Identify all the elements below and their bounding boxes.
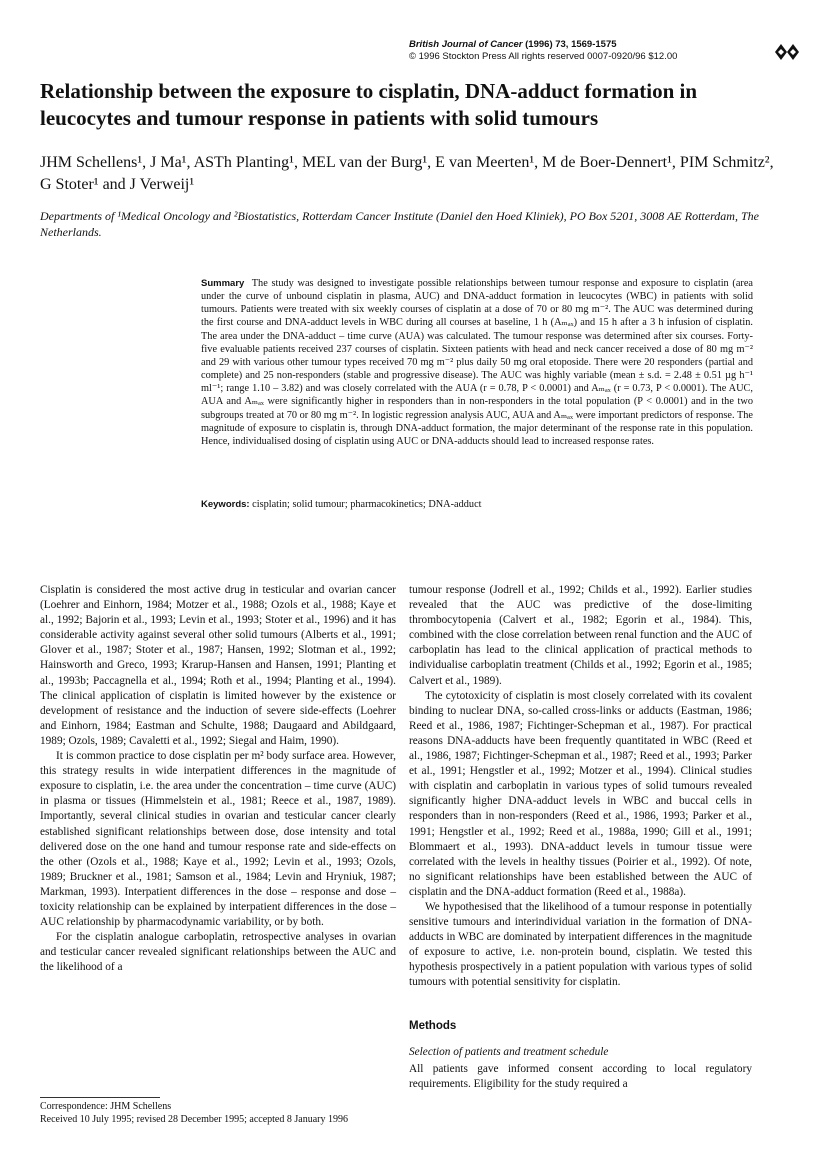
journal-citation: British Journal of Cancer (1996) 73, 1569-1575 [409, 39, 617, 50]
journal-copyright: © 1996 Stockton Press All rights reserved 0007-0920/96 $12.00 [409, 51, 678, 62]
keywords [201, 498, 753, 511]
section-heading-methods: Methods [409, 1019, 457, 1032]
paragraph: The cytotoxicity of cisplatin is most closely correlated with its covalent binding to nuclear DNA, so-called cross-links or adducts (Eastman, 1986; Reed et al., 1986, 1987; Fichtinger-Schepman et al., 1987). For practical reasons DNA-adducts have been frequently quantitated in WBC (Reed et al., 1986, 1987; Fichtinger-Schepman et al., 1987; Reed et al., 1993; Parker et al., 1991; Hengstler et al., 1992; Motzer et al., 1994). Clinical studies with cisplatin and carboplatin in various types of solid tumours revealed significantly higher DNA-adduct levels in WBC and buccal cells in responders than in non-responders (Reed et al., 1986, 1993; Parker et al., 1991; Hengstler et al., 1992; Reed et al., 1988a, 1990; Gill et al., 1991; Blommaert et al., 1993). DNA-adduct levels in tumour tissue were correlated with the levels in healthy tissues (Poirier et al., 1992). Of note, no significant relationships have been established between the AUC of cisplatin and the DNA-adduct formation (Reed et al., 1988a). [409, 689, 752, 898]
received-dates: Received 10 July 1995; revised 28 December 1995; accepted 8 January 1996 [40, 1113, 348, 1125]
paragraph: It is common practice to dose cisplatin per m² body surface area. However, this strategy results in wide interpatient differences in the magnitude of exposure to cisplatin, i.e. the area under the concentration – time curve (AUC) in plasma or tissues (Himmelstein et al., 1981; Reece et al., 1987, 1989). Importantly, several clinical studies in ovarian and testicular cancer clearly established significant relationships between dose, dose intensity and total delivered dose on the one hand and tumour response rate and side-effects on the other (Ozols et al., 1988; Kaye et al., 1992; Levin et al., 1993; Ozols, 1989; Bruckner et al., 1981; Samson et al., 1984; Levin and Hryniuk, 1987; Markman, 1993). Interpatient differences in the dose – response and dose – toxicity relationship can be explained by interpatient differences in the dose – AUC relationship by pharmacodynamic variability, or by both. [40, 750, 396, 929]
affiliation: Departments of ¹Medical Oncology and ²Biostatistics, Rotterdam Cancer Institute (Daniel den Hoed Kliniek), PO Box 5201, 3008 AE Rotterdam, The Netherlands. [40, 209, 759, 239]
paragraph: tumour response (Jodrell et al., 1992; Childs et al., 1992). Earlier studies revealed that the AUC was predictive of the dose-limiting thrombocytopenia (Calvert et al., 1982; Egorin et al., 1984). This, combined with the close correlation between renal function and the AUC of carboplatin has lead to the clinical application of practical methods to individualise carboplatin treatment (Childs et al., 1992; Egorin et al., 1985; Calvert et al., 1989). [409, 584, 752, 687]
body-left-column [40, 583, 396, 975]
journal-header [409, 39, 759, 63]
body-right-column [409, 583, 752, 1092]
paragraph: Cisplatin is considered the most active drug in testicular and ovarian cancer (Loehrer and Einhorn, 1984; Motzer et al., 1988; Ozols et al., 1988; Kaye et al., 1992; Bajorin et al., 1993; Levin et al., 1993; Stoter et al., 1996) and it has considerable activity against several other solid tumours (Alberts et al., 1991; Glover et al., 1987; Stoter et al., 1987; Hansen, 1992; Slotman et al., 1992; Hainsworth and Greco, 1993; Krarup-Hansen and Hansen, 1991; Planting et al., 1993b; Paccagnella et al., 1994; Roth et al., 1994; Planting et al., 1994). The clinical application of cisplatin is limited however by the existence or development of resistance and the induction of severe side-effects (Loehrer and Einhorn, 1984; Eastman and Schulte, 1988; Daugaard and Abildgaard, 1989; Ozols, 1989; Cavaletti et al., 1992; Siegal and Haim, 1990). [40, 584, 396, 747]
subsection-heading: Selection of patients and treatment schedule [409, 1045, 609, 1058]
footnote [40, 1101, 396, 1126]
stockton-press-logo-icon [774, 40, 800, 62]
keywords-text: cisplatin; solid tumour; pharmacokinetics; DNA-adduct [252, 499, 482, 510]
paragraph: We hypothesised that the likelihood of a tumour response in potentially sensitive tumours and interindividual variation in the formation of DNA-adducts in WBC are dominated by interpatient differences in the magnitude of exposure to active, i.e. non-protein bound, cisplatin. We tested this hypothesis prospectively in a patient population with various types of solid tumours with potential sensitivity for cisplatin. [409, 900, 752, 989]
abstract [201, 277, 753, 448]
keywords-label: Keywords: [201, 499, 250, 510]
abstract-text: The study was designed to investigate possible relationships between tumour response and exposure to cisplatin (area under the curve of unbound cisplatin in plasma, AUC) and DNA-adduct formation in leucocytes (WBC) in patients with solid tumours. Patients were treated with six weekly courses of cisplatin at a dose of 70 or 80 mg m⁻². The AUC was determined during the first course and DNA-adduct levels in WBC during all courses at baseline, 1 h (Aₘₐₓ) and 15 h after a 3 h infusion of cisplatin. The area under the DNA-adduct – time curve (AUA) was calculated. The tumour response was determined after six courses. Forty-five evaluable patients received 237 courses of cisplatin. Sixteen patients with head and neck cancer received a dose of 80 mg m⁻² and 29 with various other tumour types received 70 mg m⁻² plus daily 50 mg oral etoposide. There were 20 responders (partial and complete) and 25 non-responders (stable and progressive disease). The AUC was highly variable (mean ± s.d. = 2.48 ± 0.51 µg h⁻¹ ml⁻¹; range 1.10 – 3.82) and was closely correlated with the AUA (r = 0.78, P < 0.0001) and Aₘₐₓ (r = 0.73, P < 0.0001). The AUC, AUA and Aₘₐₓ were significantly higher in responders than in non-responders in the total population (P < 0.0001) and in the two subgroups treated at 70 or 80 mg m⁻². In logistic regression analysis AUC, AUA and Aₘₐₓ were important predictors of response. The magnitude of exposure to cisplatin is, through DNA-adduct formation, the major determinant of the response rate in this population. Hence, individualised dosing of cisplatin using AUC or DNA-adducts should lead to increased response rates. [201, 278, 753, 447]
paragraph: All patients gave informed consent according to local regulatory requirements. Eligibility for the study required a [409, 1062, 752, 1090]
article-title: Relationship between the exposure to cisplatin, DNA-adduct formation in leucocytes and tumour response in patients with solid tumours [40, 79, 698, 130]
abstract-label: Summary [201, 278, 245, 289]
author-list: JHM Schellens¹, J Ma¹, ASTh Planting¹, MEL van der Burg¹, E van Meerten¹, M de Boer-Dennert¹, PIM Schmitz², G Stoter¹ and J Verweij¹ [40, 154, 774, 193]
correspondence: Correspondence: JHM Schellens [40, 1101, 172, 1112]
footnote-divider [40, 1097, 160, 1098]
paragraph: For the cisplatin analogue carboplatin, retrospective analyses in ovarian and testicular cancer revealed significant relationships between the AUC and the likelihood of a [40, 931, 396, 974]
